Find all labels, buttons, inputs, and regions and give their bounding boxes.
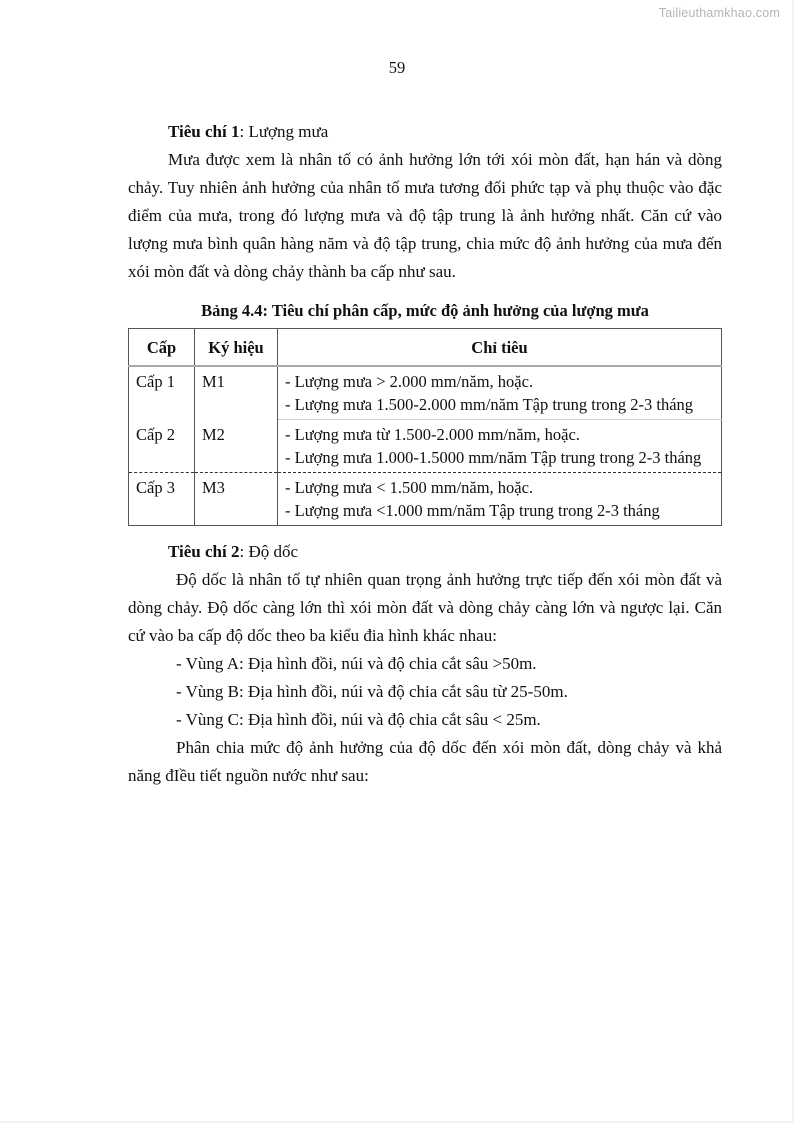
criterion-1-title: : Lượng mưa [239,122,329,141]
indicator-line: - Lượng mưa 1.000-1.5000 mm/năm Tập trung trong 2-3 tháng [285,448,702,467]
table-cell-symbol: M3 [195,473,278,526]
document-content [128,118,722,790]
indicator-line: - Lượng mưa 1.500-2.000 mm/năm Tập trung trong 2-3 tháng [285,395,694,414]
table-cell-level: Cấp 2 [129,420,195,473]
criterion-2-paragraph: Độ dốc là nhân tố tự nhiên quan trọng ảnh hưởng trực tiếp đến xói mòn đất và dòng chảy. Độ dốc càng lớn thì xói mòn đất và dòng chảy càng lớn và ngược lại. Căn cứ vào ba cấp độ dốc theo ba kiểu đia hình khác nhau: [128,570,722,645]
table-cell-symbol: M2 [195,420,278,473]
criterion-2-closing-paragraph: Phân chia mức độ ảnh hưởng của độ dốc đến xói mòn đất, dòng chảy và khả năng đIều tiết nguồn nước như sau: [128,738,722,785]
list-item: - Vùng A: Địa hình đồi, núi và độ chia cắt sâu >50m. [176,654,537,673]
table-cell-indicator [278,366,722,420]
indicator-line: - Lượng mưa <1.000 mm/năm Tập trung trong 2-3 tháng [285,501,660,520]
table-cell-symbol: M1 [195,366,278,420]
indicator-line: - Lượng mưa < 1.500 mm/năm, hoặc. [285,478,534,497]
table-header-indicator: Chỉ tiêu [278,329,722,367]
criterion-2-label: Tiêu chí 2 [168,542,240,561]
table-cell-indicator [278,473,722,526]
table-row [129,420,722,473]
page-number: 59 [388,58,406,77]
table-header-level: Cấp [129,329,195,367]
criterion-1-label: Tiêu chí 1 [168,122,240,141]
table-row [129,473,722,526]
table-cell-level: Cấp 3 [129,473,195,526]
indicator-line: - Lượng mưa từ 1.500-2.000 mm/năm, hoặc. [285,425,580,444]
spacer [128,526,722,538]
table-header-row [129,329,722,367]
criterion-1-paragraph: Mưa được xem là nhân tố có ảnh hưởng lớn tới xói mòn đất, hạn hán và dòng chảy. Tuy nhiên ảnh hưởng của nhân tố mưa tương đối phức tạp và phụ thuộc vào đặc điểm của mưa, trong đó lượng mưa và độ tập trung là ảnh hưởng nhất. Căn cứ vào lượng mưa bình quân hàng năm và độ tập trung, chia mức độ ảnh hưởng của mưa đến xói mòn đất và dòng chảy thành ba cấp như sau. [128,150,722,281]
criterion-2-heading [128,538,722,566]
region-list [128,650,722,734]
list-item: - Vùng B: Địa hình đồi, núi và độ chia cắt sâu từ 25-50m. [176,682,568,701]
table-cell-level: Cấp 1 [129,366,195,420]
table-caption: Bảng 4.4: Tiêu chí phân cấp, mức độ ảnh hưởng của lượng mưa [201,301,649,320]
table-cell-indicator [278,420,722,473]
criterion-2-title: : Độ dốc [239,542,299,561]
rainfall-criteria-table [128,328,722,526]
list-item: - Vùng C: Địa hình đồi, núi và độ chia cắt sâu < 25m. [176,710,541,729]
table-header-symbol: Ký hiệu [195,329,278,367]
indicator-line: - Lượng mưa > 2.000 mm/năm, hoặc. [285,372,534,391]
table-row [129,366,722,420]
criterion-1-heading [128,118,722,146]
watermark-label: Tailieuthamkhao.com [658,6,780,20]
